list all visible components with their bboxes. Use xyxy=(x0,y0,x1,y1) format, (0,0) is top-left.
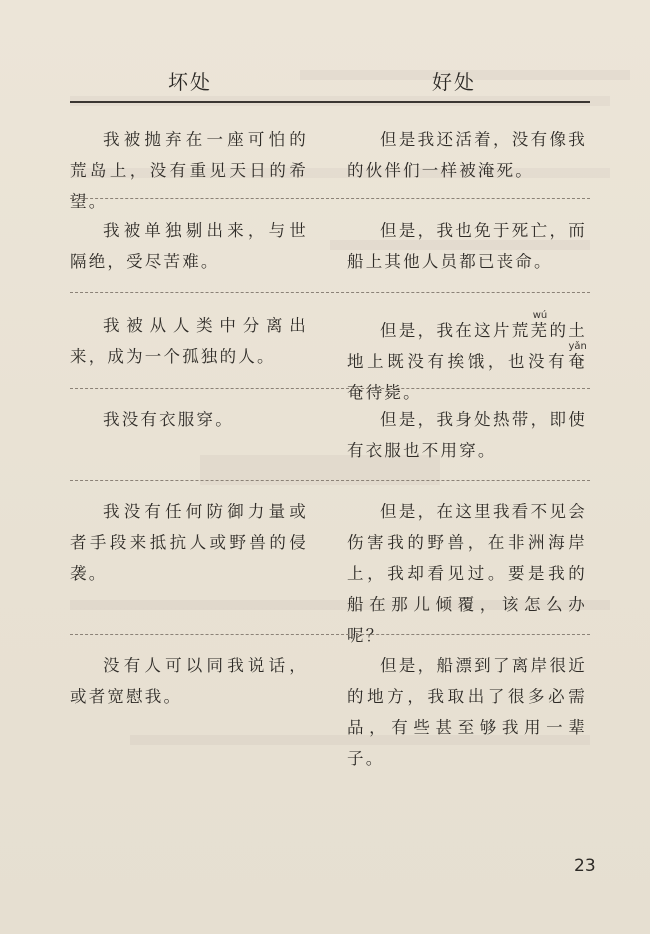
good-cell: 但是，我也免于死亡，而船上其他人员都已丧命。 xyxy=(347,221,587,271)
row-divider xyxy=(70,480,590,481)
good-cell xyxy=(347,310,587,408)
bad-cell: 我被单独剔出来，与世隔绝，受尽苦难。 xyxy=(70,221,308,271)
annotated-character: 芜 xyxy=(530,321,550,340)
pinyin-annotation xyxy=(530,310,550,340)
row-divider xyxy=(70,634,590,635)
pinyin-text: yǎn xyxy=(568,341,587,352)
bad-cell: 我被从人类中分离出来，成为一个孤独的人。 xyxy=(70,316,308,366)
pinyin-annotation xyxy=(568,341,587,371)
page-number: 23 xyxy=(574,856,596,876)
column-header-good: 好处 xyxy=(432,70,476,94)
good-text-segment: 的土地上既没有挨饿，也没有 xyxy=(347,321,587,371)
row-divider xyxy=(70,388,590,389)
annotated-character: 奄 xyxy=(568,352,587,371)
good-cell: 但是，船漂到了离岸很近的地方，我取出了很多必需品，有些甚至够我用一辈子。 xyxy=(347,656,587,768)
good-text-segment: 但是，我在这片 xyxy=(380,321,512,340)
table-header xyxy=(0,66,650,98)
good-text-segment: 荒 xyxy=(511,321,531,340)
bad-cell: 没有人可以同我说话，或者宽慰我。 xyxy=(70,656,308,706)
pinyin-text: wú xyxy=(530,310,550,321)
good-text-segment: 奄待毙。 xyxy=(347,383,422,402)
header-rule xyxy=(70,101,590,103)
bad-cell: 我没有任何防御力量或者手段来抵抗人或野兽的侵袭。 xyxy=(70,502,308,583)
row-divider xyxy=(70,292,590,293)
column-header-bad: 坏处 xyxy=(168,70,212,94)
bad-cell: 我没有衣服穿。 xyxy=(103,410,234,429)
good-cell: 但是，我身处热带，即使有衣服也不用穿。 xyxy=(347,410,587,460)
bad-cell: 我被抛弃在一座可怕的荒岛上，没有重见天日的希望。 xyxy=(70,130,308,211)
row-divider xyxy=(70,198,590,199)
good-cell: 但是我还活着，没有像我的伙伴们一样被淹死。 xyxy=(347,130,587,180)
good-cell: 但是，在这里我看不见会伤害我的野兽，在非洲海岸上，我却看见过。要是我的船在那儿倾覆，该怎么办呢？ xyxy=(347,502,587,645)
